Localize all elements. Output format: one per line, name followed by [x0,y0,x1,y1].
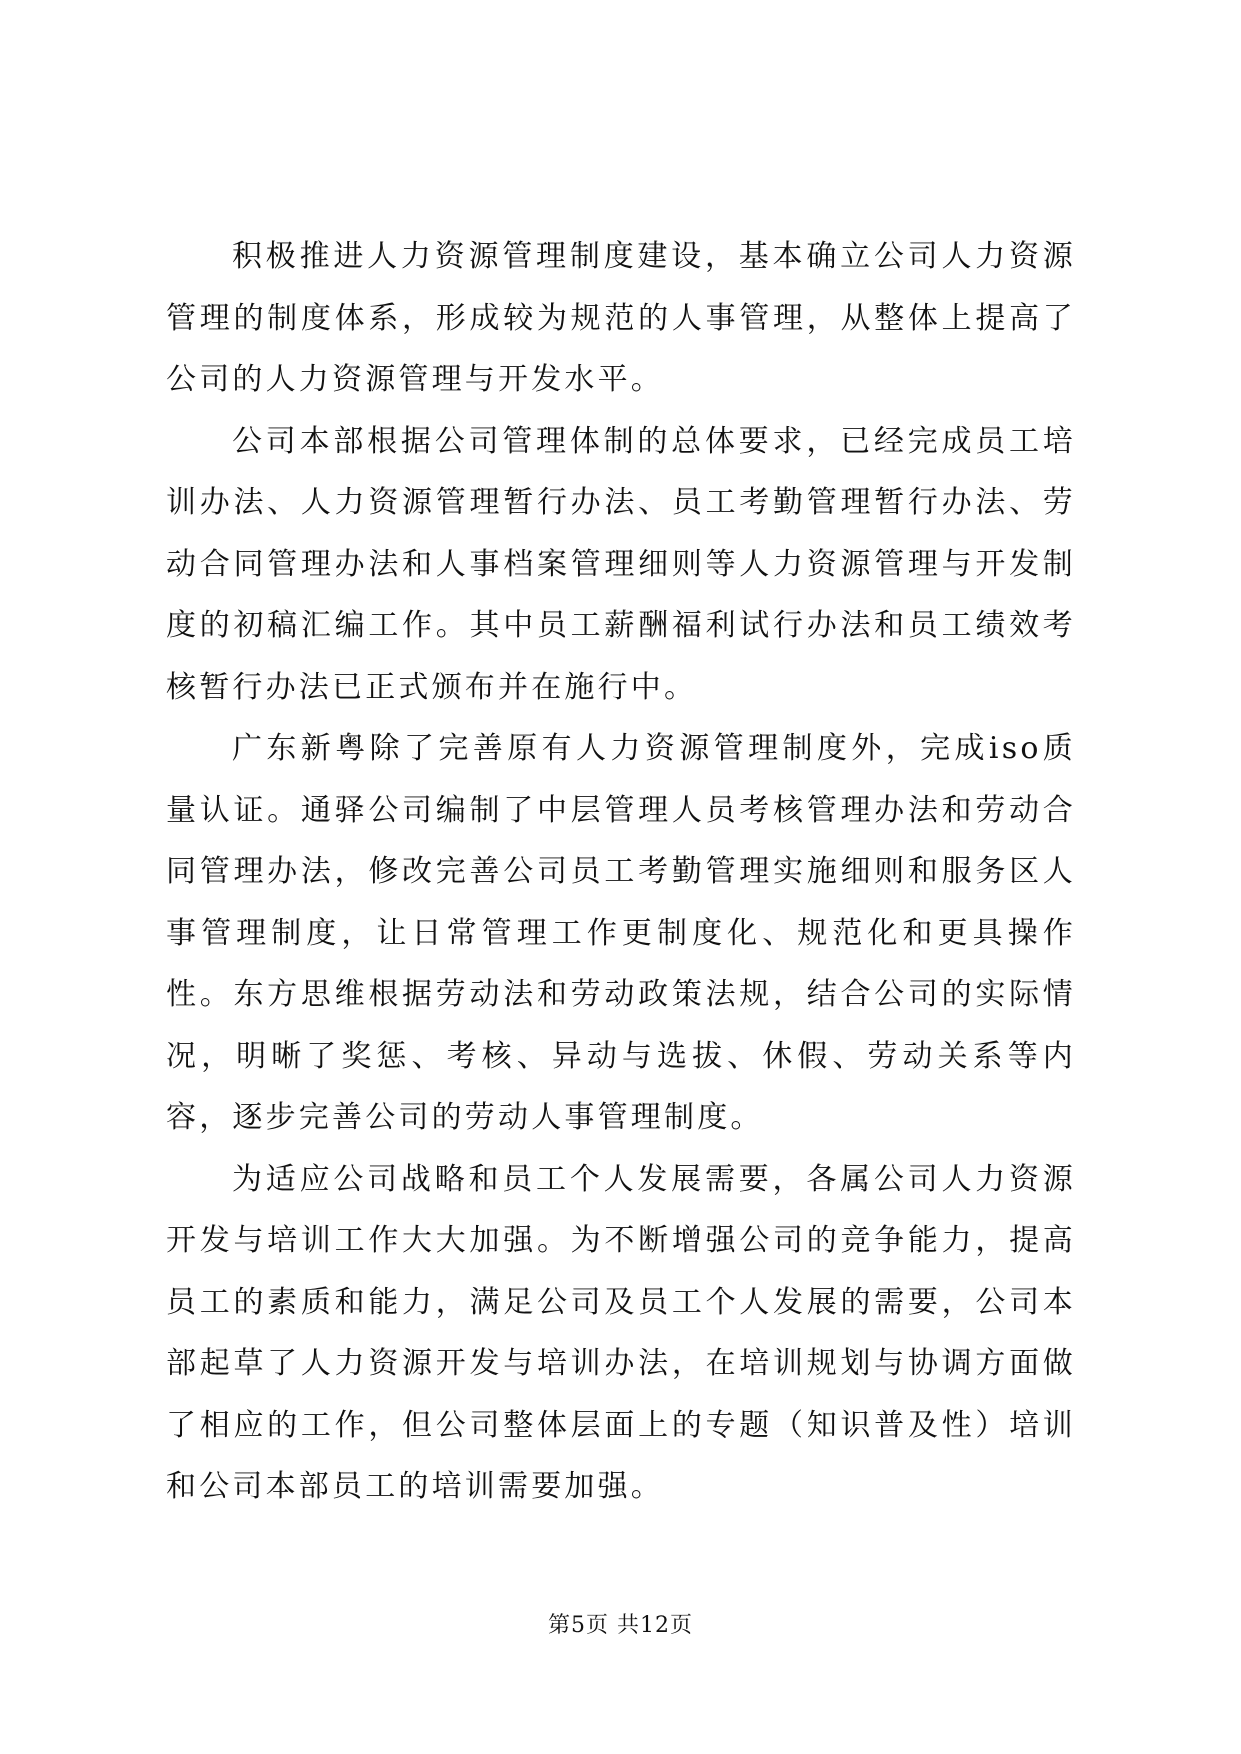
paragraph-hr-system: 积极推进人力资源管理制度建设，基本确立公司人力资源管理的制度体系，形成较为规范的人事管理，从整体上提高了公司的人力资源管理与开发水平。 [166,239,1076,397]
paragraph-headquarters: 公司本部根据公司管理体制的总体要求，已经完成员工培训办法、人力资源管理暂行办法、员工考勤管理暂行办法、劳动合同管理办法和人事档案管理细则等人力资源管理与开发制度的初稿汇编工作。其中员工薪酬福利试行办法和员工绩效考核暂行办法已正式颁布并在施行中。 [166,423,1076,705]
paragraph-training: 为适应公司战略和员工个人发展需要，各属公司人力资源开发与培训工作大大加强。为不断增强公司的竞争能力，提高员工的素质和能力，满足公司及员工个人发展的需要，公司本部起草了人力资源开发与培训办法，在培训规划与协调方面做了相应的工作，但公司整体层面上的专题（知识普及性）培训和公司本部员工的培训需要加强。 [166,1161,1076,1504]
page-number-footer: 第5页 共12页 [548,1613,693,1638]
document-body [166,226,1076,1518]
paragraph-guangdong: 广东新粤除了完善原有人力资源管理制度外，完成iso质量认证。通驿公司编制了中层管理人员考核管理办法和劳动合同管理办法，修改完善公司员工考勤管理实施细则和服务区人事管理制度，让日常管理工作更制度化、规范化和更具操作性。东方思维根据劳动法和劳动政策法规，结合公司的实际情况，明晰了奖惩、考核、异动与选拔、休假、劳动关系等内容，逐步完善公司的劳动人事管理制度。 [166,731,1076,1135]
